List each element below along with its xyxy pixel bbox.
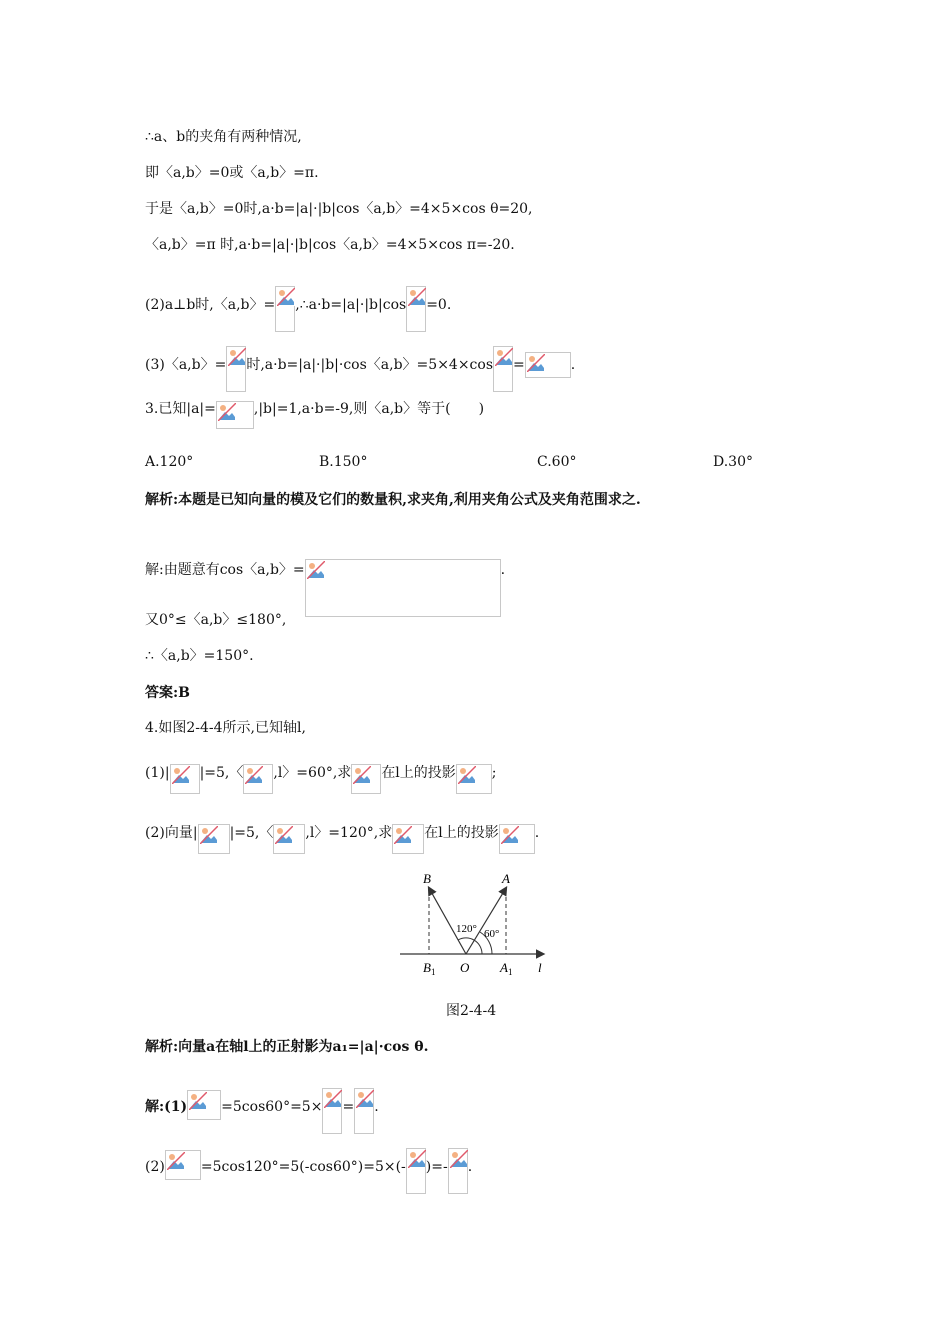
text-segment: .: [570, 357, 576, 373]
text-segment: )=-: [425, 1159, 448, 1175]
broken-image-icon: [226, 346, 246, 392]
broken-image-icon: [406, 286, 426, 332]
solution-four-two: [145, 1144, 472, 1190]
option-c: C.60°: [537, 454, 577, 470]
answer-three: 答案:B: [145, 685, 191, 701]
text-segment: 3.已知|a|=: [145, 401, 216, 417]
text-segment: 时,a·b=|a|·|b|·cos〈a,b〉=5×4×cos: [246, 357, 494, 373]
option-a: A.120°: [145, 454, 194, 470]
broken-image-icon: [275, 286, 295, 332]
label-b1: $B_1$: [423, 960, 436, 977]
text-segment: 在l上的投影: [424, 825, 499, 841]
label-a1: $A_1$: [500, 960, 513, 977]
broken-image-icon: [322, 1088, 342, 1134]
line-angle-pi: 〈a,b〉=π 时,a·b=|a|·|b|cos〈a,b〉=4×5×cos π=-20.: [145, 237, 515, 253]
solution-four-one: [145, 1084, 379, 1130]
projection-figure: [398, 868, 558, 978]
broken-image-icon: [243, 764, 273, 794]
label-l: l: [538, 960, 542, 975]
question-four-part-one: [145, 758, 497, 788]
text-segment: (2): [145, 1159, 165, 1175]
label-120: 120°: [456, 923, 477, 935]
label-60: 60°: [484, 928, 500, 940]
broken-image-icon: [456, 764, 492, 794]
broken-image-icon: [305, 559, 501, 617]
text-segment: =: [513, 357, 525, 373]
text-segment: (2)向量|: [145, 825, 198, 841]
angle-result: ∴〈a,b〉=150°.: [145, 648, 254, 664]
question-three: [145, 395, 484, 423]
line-part-three: [145, 342, 575, 388]
text-segment: .: [500, 562, 506, 578]
text-segment: .: [374, 1099, 379, 1115]
text-segment: =0.: [426, 297, 452, 313]
broken-image-icon: [499, 824, 535, 854]
question-four-part-two: [145, 818, 539, 848]
text-segment: 解:由题意有cos〈a,b〉=: [145, 562, 305, 578]
text-segment: (2)a⊥b时,〈a,b〉=: [145, 297, 276, 313]
text-segment: (3)〈a,b〉=: [145, 357, 227, 373]
text-segment: |=5,〈: [229, 825, 274, 841]
line-cases: ∴a、b的夹角有两种情况,: [145, 129, 302, 145]
label-a: A: [502, 871, 510, 886]
broken-image-icon: [198, 824, 230, 854]
option-d: D.30°: [713, 454, 753, 470]
broken-image-icon: [165, 1150, 201, 1180]
solution-three: [145, 541, 505, 599]
broken-image-icon: [392, 824, 424, 854]
text-segment: 解:(1): [145, 1099, 188, 1115]
line-angle-zero: 于是〈a,b〉=0时,a·b=|a|·|b|cos〈a,b〉=4×5×cos θ=20,: [145, 201, 533, 217]
option-b: B.150°: [319, 454, 368, 470]
text-segment: ,l〉=120°,求: [305, 825, 393, 841]
line-angle-values: 即〈a,b〉=0或〈a,b〉=π.: [145, 165, 319, 181]
question-four: 4.如图2-4-4所示,已知轴l,: [145, 720, 306, 736]
text-segment: |=5,〈: [199, 765, 244, 781]
text-segment: ,|b|=1,a·b=-9,则〈a,b〉等于( ): [253, 401, 485, 417]
text-segment: =5cos120°=5(-cos60°)=5×(-: [200, 1159, 406, 1175]
text-segment: =: [342, 1099, 355, 1115]
vector-ob: [429, 888, 466, 954]
analysis-four: 解析:向量a在轴l上的正射影为a₁=|a|·cos θ.: [145, 1039, 429, 1055]
angle-range: 又0°≤〈a,b〉≤180°,: [145, 612, 287, 628]
broken-image-icon: [351, 764, 381, 794]
broken-image-icon: [273, 824, 305, 854]
broken-image-icon: [525, 352, 571, 378]
label-o: O: [460, 960, 470, 975]
broken-image-icon: [406, 1148, 426, 1194]
text-segment: .: [534, 825, 540, 841]
text-segment: ,l〉=60°,求: [273, 765, 352, 781]
figure-caption: 图2-4-4: [446, 1003, 497, 1019]
line-perpendicular: [145, 282, 451, 328]
broken-image-icon: [187, 1090, 221, 1120]
broken-image-icon: [170, 764, 200, 794]
text-segment: ;: [491, 765, 497, 781]
analysis-three: 解析:本题是已知向量的模及它们的数量积,求夹角,利用夹角公式及夹角范围求之.: [145, 492, 641, 508]
broken-image-icon: [493, 346, 513, 392]
vector-oa: [466, 888, 506, 954]
label-b: B: [423, 871, 431, 886]
text-segment: =5cos60°=5×: [221, 1099, 323, 1115]
text-segment: ,∴a·b=|a|·|b|cos: [295, 297, 407, 313]
text-segment: 在l上的投影: [381, 765, 456, 781]
text-segment: (1)|: [145, 765, 170, 781]
broken-image-icon: [354, 1088, 374, 1134]
broken-image-icon: [216, 401, 254, 429]
text-segment: .: [467, 1159, 473, 1175]
broken-image-icon: [448, 1148, 468, 1194]
